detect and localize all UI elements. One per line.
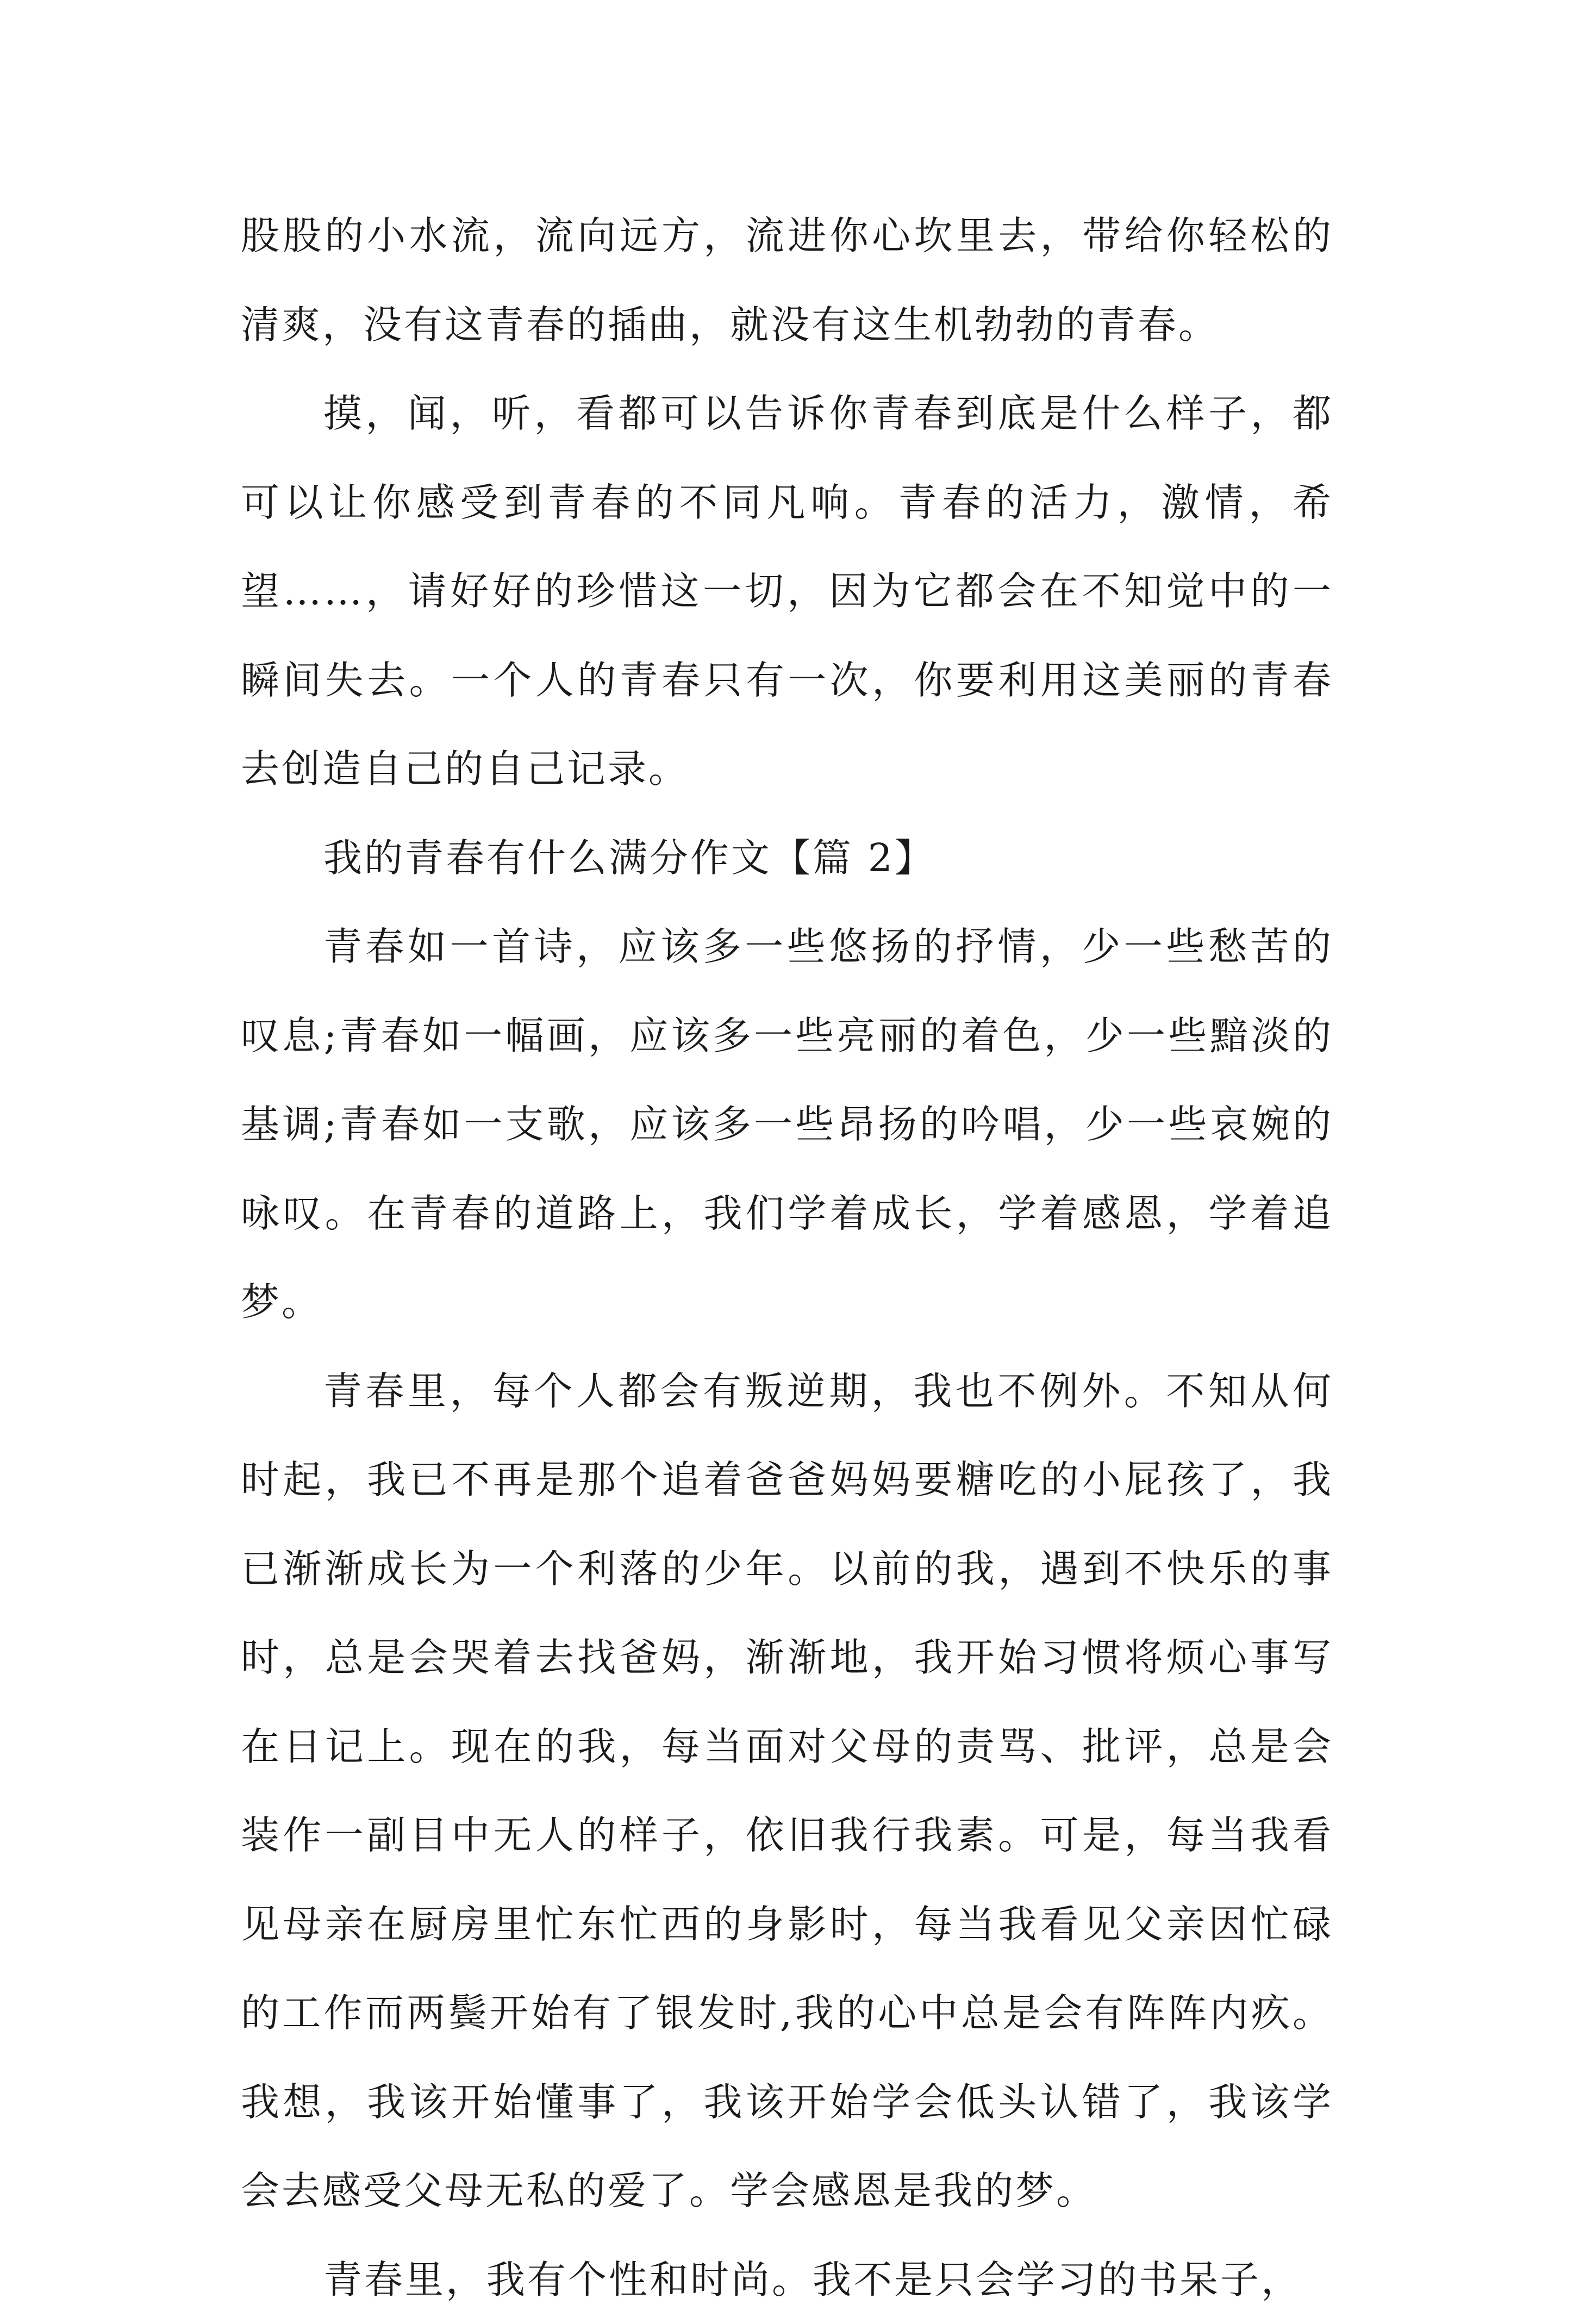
paragraph-2: 摸，闻，听，看都可以告诉你青春到底是什么样子，都可以让你感受到青春的不同凡响。青春的活力，激情，希望……，请好好的珍惜这一切，因为它都会在不知觉中的一瞬间失去。一个人的青春只有一次，你要利用这美丽的青春去创造自己的自己记录。 [241, 369, 1333, 814]
paragraph-3: 青春如一首诗，应该多一些悠扬的抒情，少一些愁苦的叹息;青春如一幅画，应该多一些亮丽的着色，少一些黯淡的基调;青春如一支歌，应该多一些昂扬的吟唱，少一些哀婉的咏叹。在青春的道路上，我们学着成长，学着感恩，学着追梦。 [241, 902, 1333, 1347]
section-heading: 我的青春有什么满分作文【篇 2】 [241, 814, 1333, 903]
document-body [241, 191, 1333, 2324]
paragraph-4: 青春里，每个人都会有叛逆期，我也不例外。不知从何时起，我已不再是那个追着爸爸妈妈要糖吃的小屁孩了，我已渐渐成长为一个利落的少年。以前的我，遇到不快乐的事时，总是会哭着去找爸妈，渐渐地，我开始习惯将烦心事写在日记上。现在的我，每当面对父母的责骂、批评，总是会装作一副目中无人的样子，依旧我行我素。可是，每当我看见母亲在厨房里忙东忙西的身影时，每当我看见父亲因忙碌的工作而两鬓开始有了银发时,我的心中总是会有阵阵内疚。我想，我该开始懂事了，我该开始学会低头认错了，我该学会去感受父母无私的爱了。学会感恩是我的梦。 [241, 1347, 1333, 2235]
paragraph-5: 青春里，我有个性和时尚。我不是只会学习的书呆子， [241, 2235, 1333, 2324]
paragraph-1: 股股的小水流，流向远方，流进你心坎里去，带给你轻松的清爽，没有这青春的插曲，就没有这生机勃勃的青春。 [241, 191, 1333, 369]
